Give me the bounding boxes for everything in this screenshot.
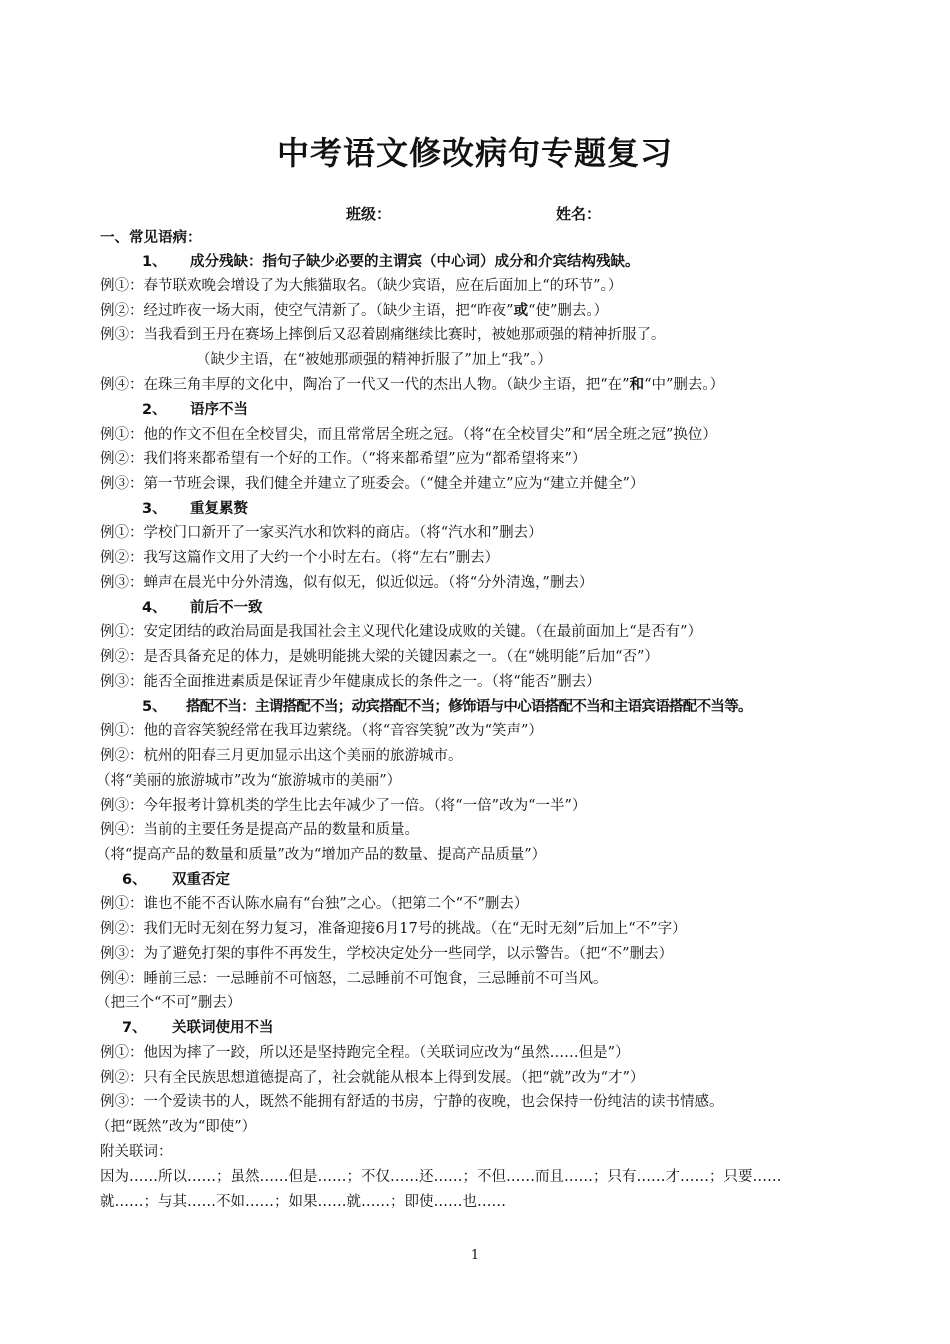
example-line: 例③：能否全面推进素质是保证青少年健康成长的条件之一。（将“能否”删去）: [100, 674, 601, 690]
example-line: 例③：为了避免打架的事件不再发生，学校决定处分一些同学，以示警告。（把“不”删去）: [100, 946, 674, 962]
subsection-number: 7、: [122, 1020, 147, 1036]
example-line: 例②：杭州的阳春三月更加显示出这个美丽的旅游城市。: [100, 748, 463, 764]
example-line: 例①：安定团结的政治局面是我国社会主义现代化建设成败的关键。（在最前面加上“是否有”）: [100, 624, 703, 640]
example-line: 例④：睡前三忌：一忌睡前不可恼怒，二忌睡前不可饱食，三忌睡前不可当风。: [100, 971, 608, 987]
subsection-heading: [142, 596, 263, 620]
name-label: 姓名：: [556, 205, 602, 223]
example-line: 例①：谁也不能不否认陈水扁有“台独”之心。（把第二个“不”删去）: [100, 896, 529, 912]
example-line: 例①：学校门口新开了一家买汽水和饮料的商店。（将“汽水和”删去）: [100, 525, 543, 541]
subsection-title: 重复累赘: [190, 501, 248, 517]
page-number: 1: [470, 1248, 480, 1263]
example-line: 例①：他的作文不但在全校冒尖，而且常常居全班之冠。（将“在全校冒尖”和“居全班之冠”换位）: [100, 427, 717, 443]
example-line: 例④：在珠三角丰厚的文化中，陶冶了一代又一代的杰出人物。（缺少主语，把“在”和“中”删去。）: [100, 376, 725, 393]
subsection-heading: [142, 497, 248, 521]
example-line: 例②：经过昨夜一场大雨，使空气清新了。（缺少主语，把“昨夜”或“使”删去。）: [100, 302, 609, 319]
example-line: 例②：我们无时无刻在努力复习，准备迎接6月17号的挑战。（在“无时无刻”后加上“不”字）: [100, 921, 687, 937]
subsection-number: 4、: [142, 600, 167, 616]
example-note: （把“既然”改为“即使”）: [96, 1119, 257, 1135]
example-line: 例②：是否具备充足的体力，是姚明能挑大梁的关键因素之一。（在“姚明能”后加“否”）: [100, 649, 659, 665]
example-note: （将“美丽的旅游城市”改为“旅游城市的美丽”）: [96, 773, 402, 789]
subsection-title: 成分残缺：指句子缺少必要的主谓宾（中心词）成分和介宾结构残缺。: [190, 254, 640, 270]
subsection-title: 搭配不当：主谓搭配不当；动宾搭配不当；修饰语与中心语搭配不当和主语宾语搭配不当等。: [186, 699, 752, 715]
example-note: （把三个“不可”删去）: [96, 995, 242, 1011]
subsection-number: 1、: [142, 254, 167, 270]
subsection-heading: [142, 695, 752, 719]
subsection-number: 6、: [122, 872, 147, 888]
example-line: 例③：一个爱读书的人，既然不能拥有舒适的书房，宁静的夜晚，也会保持一份纯洁的读书情感。: [100, 1094, 724, 1110]
example-line: 例②：只有全民族思想道德提高了，社会就能从根本上得到发展。（把“就”改为“才”）: [100, 1070, 645, 1086]
example-line: 例④：当前的主要任务是提高产品的数量和质量。: [100, 822, 419, 838]
example-line: 例③：第一节班会课，我们健全并建立了班委会。（“健全并建立”应为“建立并健全”）: [100, 476, 645, 492]
example-line: 例①：他的音容笑貌经常在我耳边萦绕。（将“音容笑貌”改为“笑声”）: [100, 723, 543, 739]
example-line: 例②：我写这篇作文用了大约一个小时左右。（将“左右”删去）: [100, 550, 500, 566]
example-line: 例③：蝉声在晨光中分外清逸，似有似无，似近似远。（将“分外清逸，”删去）: [100, 575, 594, 591]
class-label: 班级：: [346, 205, 392, 223]
subsection-title: 前后不一致: [190, 600, 263, 616]
subsection-number: 5、: [142, 699, 167, 715]
example-line: 例③：当我看到王丹在赛场上摔倒后又忍着剧痛继续比赛时，被她那顽强的精神折服了。: [100, 327, 666, 343]
subsection-heading: [142, 250, 640, 274]
subsection-number: 2、: [142, 402, 167, 418]
example-line: 例②：我们将来都希望有一个好的工作。（“将来都希望”应为“都希望将来”）: [100, 451, 587, 467]
subsection-number: 3、: [142, 501, 167, 517]
example-line: 例①：他因为摔了一跤，所以还是坚持跑完全程。（关联词应改为“虽然……但是”）: [100, 1045, 630, 1061]
subsection-title: 语序不当: [190, 402, 248, 418]
appendix-label: 附关联词：: [100, 1144, 173, 1160]
example-note: （将“提高产品的数量和质量”改为“增加产品的数量、提高产品质量”）: [96, 847, 547, 863]
appendix-line: 因为……所以……；虽然……但是……；不仅……还……；不但……而且……；只有……才……；只要……: [100, 1169, 782, 1185]
document-title: 中考语文修改病句专题复习: [276, 134, 673, 172]
subsection-heading: [142, 398, 248, 422]
subsection-heading: [122, 868, 230, 892]
subsection-title: 双重否定: [172, 872, 230, 888]
appendix-line: 就……；与其……不如……；如果……就……；即使……也……: [100, 1194, 506, 1210]
example-line: 例①：春节联欢晚会增设了为大熊猫取名。（缺少宾语，应在后面加上“的环节”。）: [100, 278, 623, 294]
example-note: （缺少主语，在“被她那顽强的精神折服了”加上“我”。）: [196, 352, 552, 368]
example-line: 例③：今年报考计算机类的学生比去年减少了一倍。（将“一倍”改为“一半”）: [100, 798, 587, 814]
subsection-heading: [122, 1016, 274, 1040]
section-heading: 一、常见语病：: [100, 230, 202, 246]
subsection-title: 关联词使用不当: [172, 1020, 274, 1036]
